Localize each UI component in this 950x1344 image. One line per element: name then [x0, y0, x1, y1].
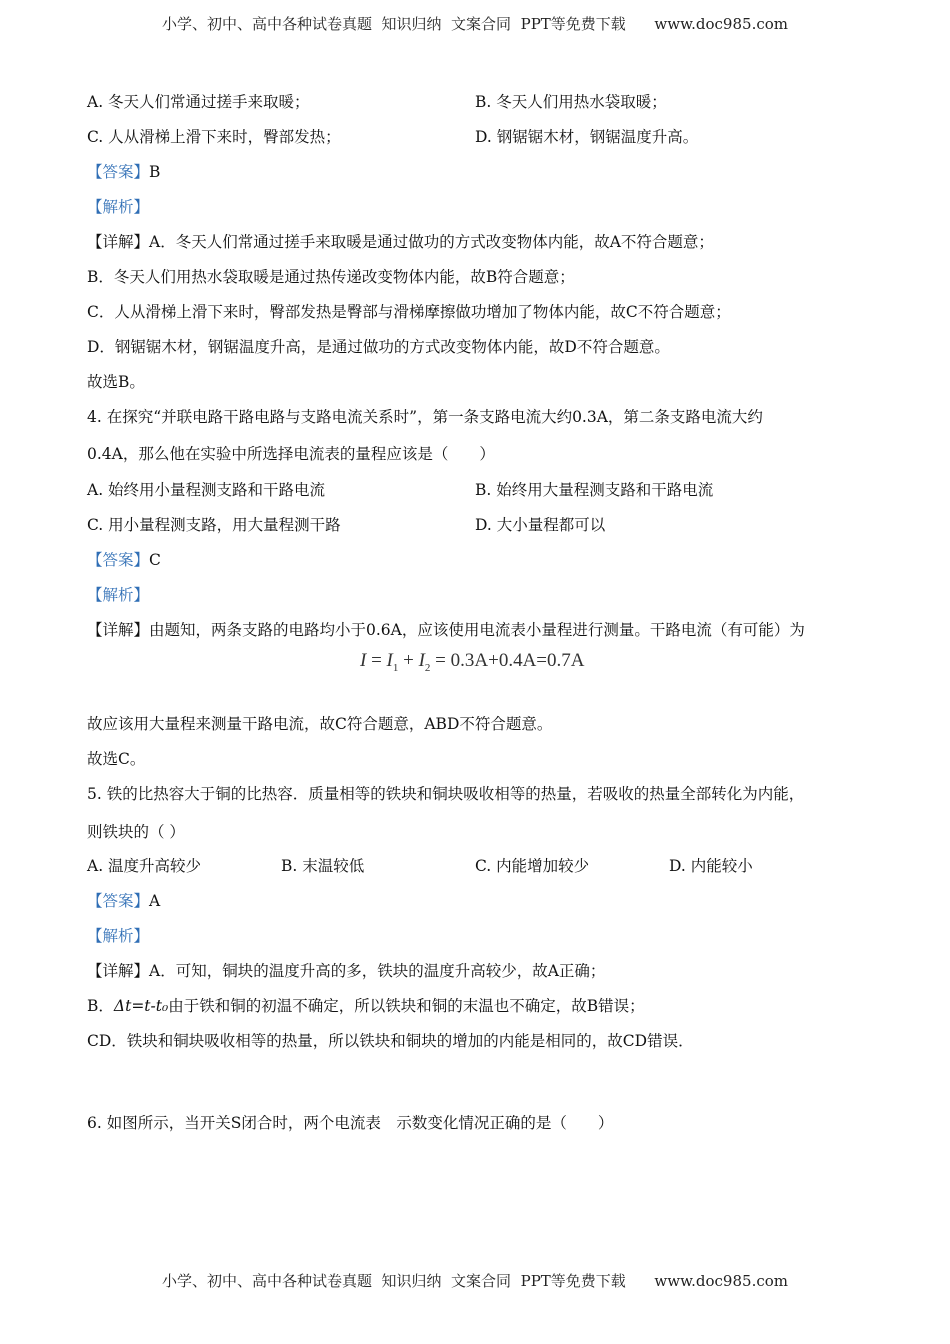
- q4-option-c: C. 用小量程测支路，用大量程测干路: [87, 516, 341, 534]
- q5-option-d: D. 内能较小: [669, 857, 753, 875]
- q6-stem: 6. 如图所示，当开关S闭合时，两个电流表 示数变化情况正确的是（ ）: [87, 1114, 614, 1132]
- q3-option-c: C. 人从滑梯上滑下来时，臀部发热；: [87, 128, 341, 146]
- q3-detail-c: C．人从滑梯上滑下来时，臀部发热是臀部与滑梯摩擦做功增加了物体内能，故C不符合题意；: [87, 303, 731, 321]
- q3-detail-d: D．钢锯锯木材，钢锯温度升高，是通过做功的方式改变物体内能，故D不符合题意。: [87, 338, 670, 356]
- q5-option-c: C. 内能增加较少: [475, 857, 590, 875]
- answer-value: C: [149, 551, 161, 569]
- q4-detail-line: [87, 618, 805, 640]
- q4-answer: [87, 548, 161, 570]
- q3-detail-line: [87, 230, 714, 252]
- detail-text: A．可知，铜块的温度升高的多，铁块的温度升高较少，故A正确；: [149, 962, 606, 980]
- detail-tag: 【详解】: [87, 233, 150, 251]
- eq-lhs: I: [360, 650, 367, 671]
- q4-conclusion-2: 故选C。: [87, 750, 146, 768]
- q4-analysis-tag: 【解析】: [87, 586, 150, 604]
- q5-detail-line: [87, 959, 605, 981]
- q5-answer: [87, 889, 160, 911]
- eq-term-1: I: [386, 650, 393, 671]
- eq-rhs: 0.3A+0.4A=0.7A: [450, 650, 585, 671]
- q4-stem-line-2: 0.4A，那么他在实验中所选择电流表的量程应该是（ ）: [87, 445, 495, 463]
- q5-detail-cd: CD．铁块和铜块吸收相等的热量，所以铁块和铜块的增加的内能是相同的，故CD错误．: [87, 1032, 694, 1050]
- q3-detail-b: B．冬天人们用热水袋取暖是通过热传递改变物体内能，故B符合题意；: [87, 268, 575, 286]
- q4-option-a: A. 始终用小量程测支路和干路电流: [87, 481, 326, 499]
- q3-option-b: B. 冬天人们用热水袋取暖；: [475, 93, 667, 111]
- eq-sub-1: 1: [392, 661, 399, 674]
- eq-sub-2: 2: [424, 661, 431, 674]
- detail-prefix: B．: [87, 997, 114, 1015]
- detail-text: A．冬天人们常通过搓手来取暖是通过做功的方式改变物体内能，故A不符合题意；: [149, 233, 714, 251]
- q3-option-a: A. 冬天人们常通过搓手来取暖；: [87, 93, 310, 111]
- q5-stem-line-1: 5. 铁的比热容大于铜的比热容．质量相等的铁块和铜块吸收相等的热量，若吸收的热量全部转化为内能，: [87, 785, 805, 803]
- detail-text: 由题知，两条支路的电路均小于0.6A，应该使用电流表小量程进行测量。干路电流（有可能）为: [149, 621, 805, 639]
- q5-option-b: B. 末温较低: [281, 857, 365, 875]
- q4-option-b: B. 始终用大量程测支路和干路电流: [475, 481, 714, 499]
- detail-tag: 【详解】: [87, 621, 150, 639]
- q3-answer: [87, 160, 160, 182]
- answer-value: B: [149, 163, 161, 181]
- answer-tag: 【答案】: [87, 892, 150, 910]
- q4-conclusion-1: 故应该用大量程来测量干路电流，故C符合题意，ABD不符合题意。: [87, 715, 553, 733]
- q3-option-d: D. 钢锯锯木材，钢锯温度升高。: [475, 128, 699, 146]
- answer-value: A: [149, 892, 161, 910]
- q4-equation: $I = I_1 + I_2 = 0.3A+0.4A=0.7A$: [360, 650, 585, 674]
- q4-option-d: D. 大小量程都可以: [475, 516, 606, 534]
- q3-conclusion: 故选B。: [87, 373, 145, 391]
- answer-tag: 【答案】: [87, 551, 150, 569]
- q3-analysis-tag: 【解析】: [87, 198, 150, 216]
- q5-analysis-tag: 【解析】: [87, 927, 150, 945]
- q5-stem-line-2: 则铁块的（ ）: [87, 823, 185, 841]
- q5-detail-b: [87, 994, 645, 1016]
- detail-tag: 【详解】: [87, 962, 150, 980]
- page-header: 小学、初中、高中各种试卷真题 知识归纳 文案合同 PPT等免费下载 www.doc985.com: [161, 15, 788, 33]
- page-footer: 小学、初中、高中各种试卷真题 知识归纳 文案合同 PPT等免费下载 www.doc985.com: [161, 1272, 788, 1290]
- answer-tag: 【答案】: [87, 163, 150, 181]
- detail-text: 由于铁和铜的初温不确定，所以铁块和铜的末温也不确定，故B错误；: [168, 997, 645, 1015]
- delta-t-formula: Δt=t-t₀: [113, 997, 169, 1015]
- q5-option-a: A. 温度升高较少: [87, 857, 202, 875]
- eq-term-2: I: [418, 650, 425, 671]
- q4-stem-line-1: 4. 在探究“并联电路干路电路与支路电流关系时”，第一条支路电流大约0.3A，第二条支路电流大约: [87, 408, 763, 426]
